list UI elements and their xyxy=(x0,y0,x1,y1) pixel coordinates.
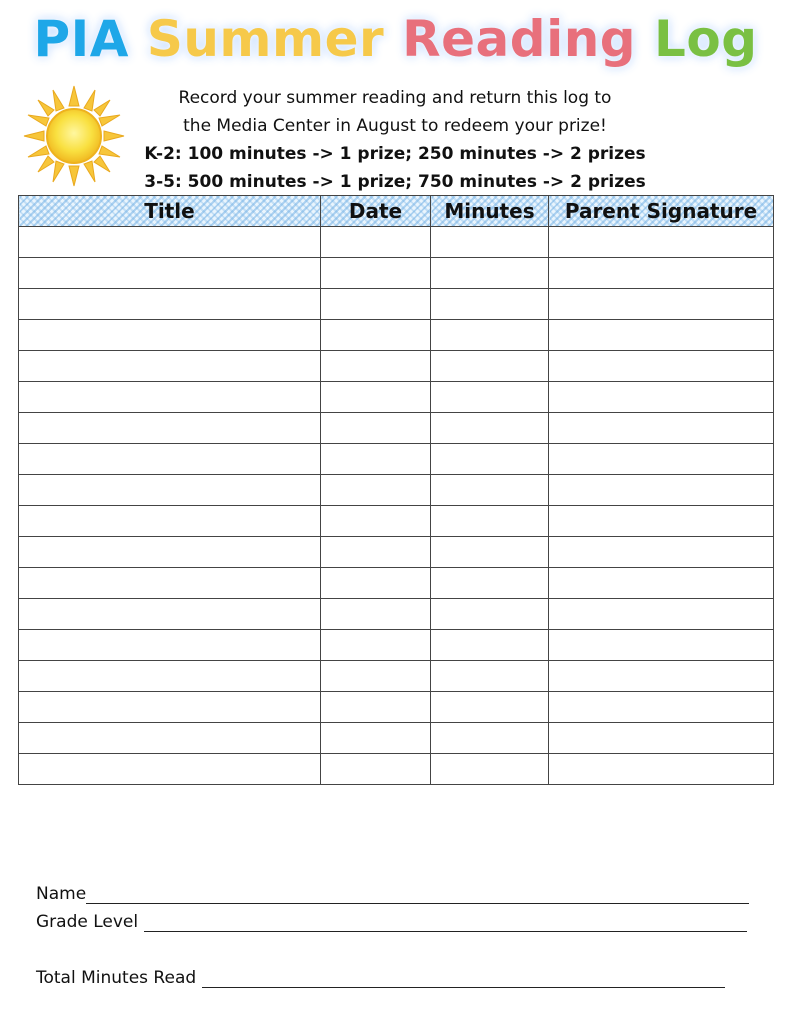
minutes-cell[interactable] xyxy=(431,227,549,258)
minutes-cell[interactable] xyxy=(431,475,549,506)
prize-rule-k2: K-2: 100 minutes -> 1 prize; 250 minutes -> 2 prizes xyxy=(144,144,646,164)
minutes-cell[interactable] xyxy=(431,723,549,754)
minutes-cell[interactable] xyxy=(431,630,549,661)
signature-cell[interactable] xyxy=(549,599,774,630)
name-field-row xyxy=(36,884,749,904)
table-row xyxy=(19,475,774,506)
grade-label: Grade Level xyxy=(36,912,139,932)
signature-cell[interactable] xyxy=(549,475,774,506)
total-minutes-label: Total Minutes Read xyxy=(36,968,197,988)
minutes-cell[interactable] xyxy=(431,351,549,382)
signature-cell[interactable] xyxy=(549,754,774,785)
signature-cell[interactable] xyxy=(549,537,774,568)
table-row xyxy=(19,692,774,723)
date-cell[interactable] xyxy=(321,692,431,723)
minutes-cell[interactable] xyxy=(431,506,549,537)
table-row xyxy=(19,351,774,382)
total-minutes-line[interactable] xyxy=(202,969,725,988)
signature-cell[interactable] xyxy=(549,630,774,661)
table-header-row xyxy=(19,196,774,227)
column-header-signature: Parent Signature xyxy=(549,196,774,227)
title-cell[interactable] xyxy=(19,413,321,444)
title-cell[interactable] xyxy=(19,227,321,258)
minutes-cell[interactable] xyxy=(431,692,549,723)
column-header-title: Title xyxy=(19,196,321,227)
column-header-date: Date xyxy=(321,196,431,227)
name-label: Name xyxy=(36,884,87,904)
instructions xyxy=(120,84,670,196)
title-cell[interactable] xyxy=(19,661,321,692)
column-header-minutes: Minutes xyxy=(431,196,549,227)
title-word-reading: Reading xyxy=(402,10,637,68)
title-cell[interactable] xyxy=(19,475,321,506)
prize-rule-35: 3-5: 500 minutes -> 1 prize; 750 minutes -> 2 prizes xyxy=(144,172,646,192)
signature-cell[interactable] xyxy=(549,692,774,723)
grade-field-row xyxy=(36,912,747,932)
minutes-cell[interactable] xyxy=(431,599,549,630)
table-row xyxy=(19,227,774,258)
date-cell[interactable] xyxy=(321,444,431,475)
title-cell[interactable] xyxy=(19,506,321,537)
date-cell[interactable] xyxy=(321,475,431,506)
minutes-cell[interactable] xyxy=(431,568,549,599)
title-word-log: Log xyxy=(654,10,758,68)
table-row xyxy=(19,444,774,475)
table-row xyxy=(19,506,774,537)
table-row xyxy=(19,754,774,785)
minutes-cell[interactable] xyxy=(431,444,549,475)
signature-cell[interactable] xyxy=(549,444,774,475)
name-line[interactable] xyxy=(86,885,749,904)
title-cell[interactable] xyxy=(19,568,321,599)
table-row xyxy=(19,568,774,599)
table-row xyxy=(19,599,774,630)
table-row xyxy=(19,630,774,661)
title-cell[interactable] xyxy=(19,351,321,382)
title-word-pia: PIA xyxy=(33,10,129,68)
title-cell[interactable] xyxy=(19,599,321,630)
title-cell[interactable] xyxy=(19,537,321,568)
instructions-line-1: Record your summer reading and return this log to xyxy=(178,88,612,108)
minutes-cell[interactable] xyxy=(431,754,549,785)
minutes-cell[interactable] xyxy=(431,258,549,289)
title-cell[interactable] xyxy=(19,382,321,413)
table-body xyxy=(19,227,774,785)
date-cell[interactable] xyxy=(321,630,431,661)
title-cell[interactable] xyxy=(19,320,321,351)
date-cell[interactable] xyxy=(321,723,431,754)
reading-log-table xyxy=(18,195,774,785)
date-cell[interactable] xyxy=(321,413,431,444)
date-cell[interactable] xyxy=(321,258,431,289)
title-cell[interactable] xyxy=(19,258,321,289)
date-cell[interactable] xyxy=(321,599,431,630)
date-cell[interactable] xyxy=(321,320,431,351)
date-cell[interactable] xyxy=(321,506,431,537)
title-cell[interactable] xyxy=(19,444,321,475)
signature-cell[interactable] xyxy=(549,413,774,444)
date-cell[interactable] xyxy=(321,382,431,413)
total-field-row xyxy=(36,968,725,988)
table-row xyxy=(19,382,774,413)
date-cell[interactable] xyxy=(321,568,431,599)
table-row xyxy=(19,723,774,754)
minutes-cell[interactable] xyxy=(431,289,549,320)
signature-cell[interactable] xyxy=(549,258,774,289)
date-cell[interactable] xyxy=(321,661,431,692)
date-cell[interactable] xyxy=(321,289,431,320)
date-cell[interactable] xyxy=(321,537,431,568)
page-title xyxy=(0,10,791,68)
minutes-cell[interactable] xyxy=(431,413,549,444)
signature-cell[interactable] xyxy=(549,320,774,351)
title-cell[interactable] xyxy=(19,630,321,661)
title-cell[interactable] xyxy=(19,289,321,320)
title-word-summer: Summer xyxy=(146,10,385,68)
title-cell[interactable] xyxy=(19,723,321,754)
signature-cell[interactable] xyxy=(549,506,774,537)
signature-cell[interactable] xyxy=(549,723,774,754)
minutes-cell[interactable] xyxy=(431,382,549,413)
minutes-cell[interactable] xyxy=(431,661,549,692)
minutes-cell[interactable] xyxy=(431,537,549,568)
title-cell[interactable] xyxy=(19,754,321,785)
table-row xyxy=(19,413,774,444)
table-row xyxy=(19,258,774,289)
title-cell[interactable] xyxy=(19,692,321,723)
minutes-cell[interactable] xyxy=(431,320,549,351)
signature-cell[interactable] xyxy=(549,351,774,382)
date-cell[interactable] xyxy=(321,351,431,382)
signature-cell[interactable] xyxy=(549,289,774,320)
signature-cell[interactable] xyxy=(549,661,774,692)
signature-cell[interactable] xyxy=(549,227,774,258)
table-row xyxy=(19,320,774,351)
table-row xyxy=(19,661,774,692)
date-cell[interactable] xyxy=(321,754,431,785)
signature-cell[interactable] xyxy=(549,382,774,413)
date-cell[interactable] xyxy=(321,227,431,258)
table-row xyxy=(19,537,774,568)
table-row xyxy=(19,289,774,320)
instructions-line-2: the Media Center in August to redeem your prize! xyxy=(183,116,607,136)
sun-icon xyxy=(22,84,126,188)
grade-line[interactable] xyxy=(144,913,747,932)
signature-cell[interactable] xyxy=(549,568,774,599)
